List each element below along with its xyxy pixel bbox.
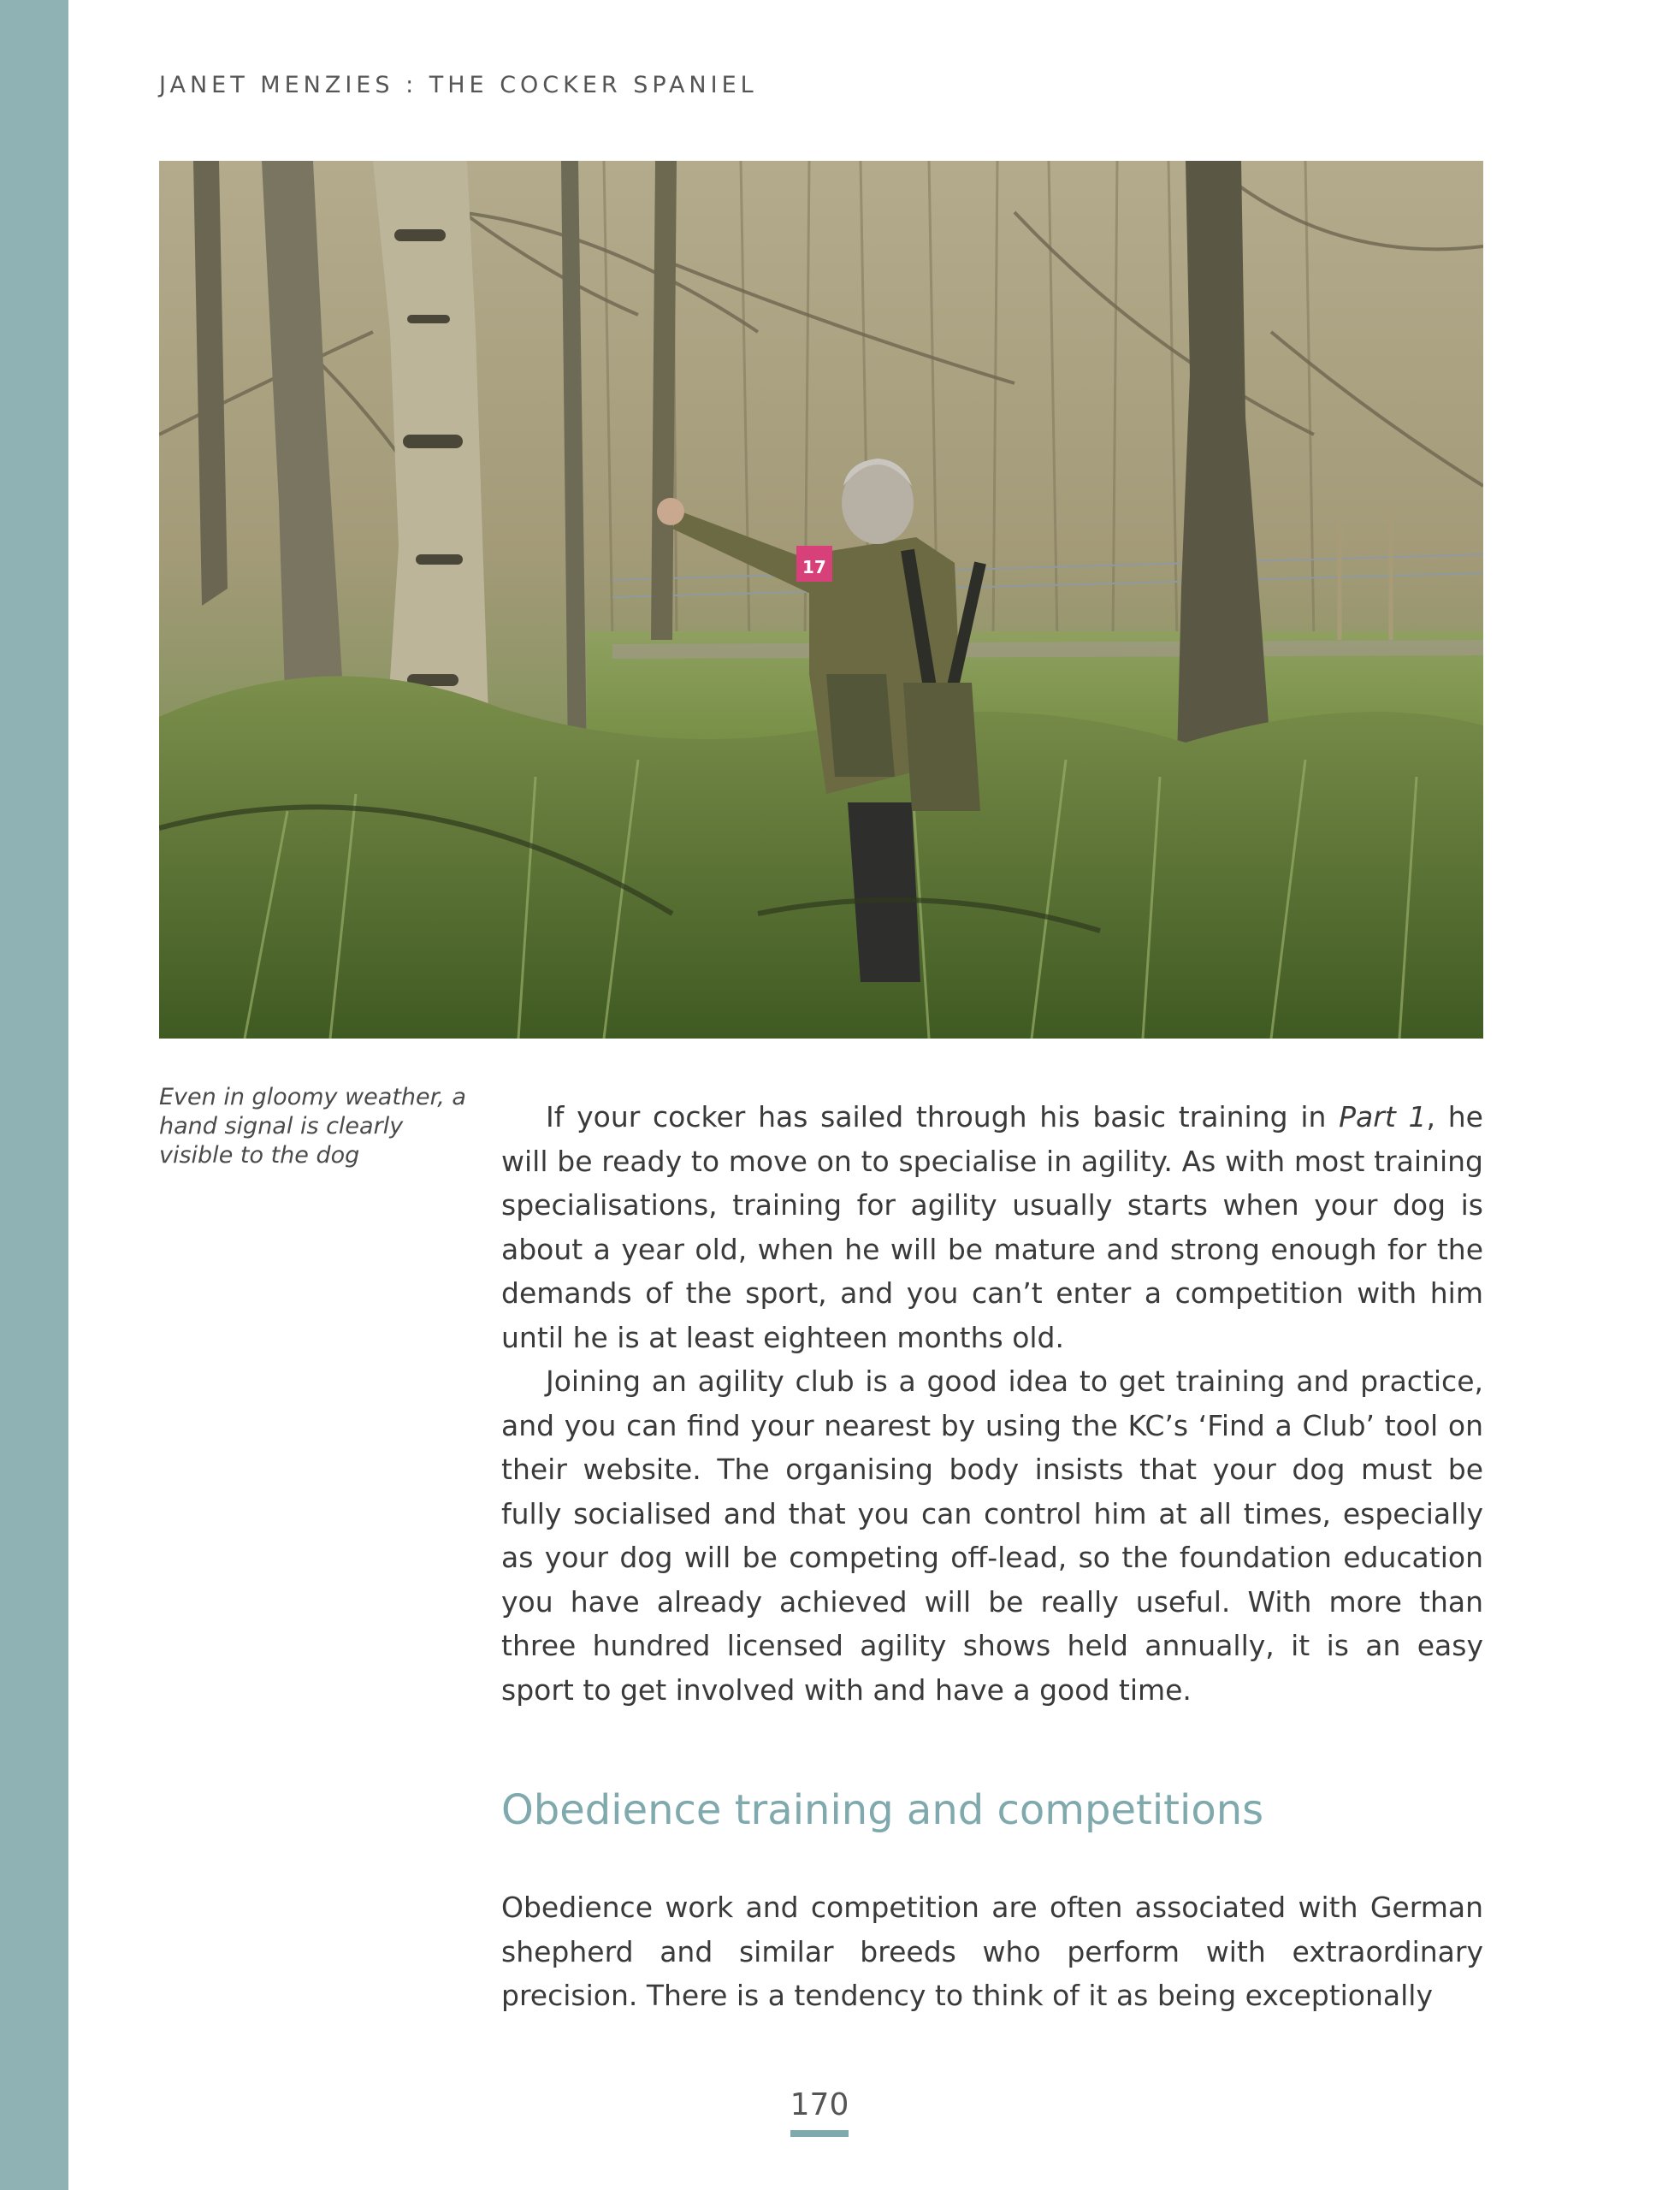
body-text-block bbox=[501, 1095, 1483, 1712]
body-text-block-2 bbox=[501, 1885, 1483, 2018]
woodland-photo bbox=[159, 161, 1483, 1039]
paragraph-1 bbox=[501, 1095, 1483, 1359]
page-number: 170 bbox=[790, 2087, 849, 2122]
running-head: JANET MENZIES : THE COCKER SPANIEL bbox=[159, 72, 758, 98]
para1-lead: If your cocker has sailed through his basic training in bbox=[546, 1100, 1340, 1133]
section-heading: Obedience training and competitions bbox=[501, 1786, 1264, 1834]
para1-rest: , he will be ready to move on to specialise in agility. As with most training specialisations, training for agility usually starts when your dog is about a year old, when he will be mature and strong enough for the demands of the sport, and you can’t enter a competition with him until he is at least eighteen months old. bbox=[501, 1100, 1483, 1354]
paragraph-2: Joining an agility club is a good idea to get training and practice, and you can find your nearest by using the KC’s ‘Find a Club’ tool on their website. The organising body insists that your dog must be fully socialised and that you can control him at all times, especially as your dog will be competing off-lead, so the foundation education you have already achieved will be really useful. With more than three hundred licensed agility shows held annually, it is an easy sport to get involved with and have a good time. bbox=[501, 1364, 1483, 1707]
paragraph-3: Obedience work and competition are often associated with German shepherd and similar breeds who perform with extraordinary precision. There is a tendency to think of it as being exceptionally bbox=[501, 1891, 1483, 2012]
side-accent-bar bbox=[0, 0, 68, 2190]
page-number-underline bbox=[790, 2130, 849, 2137]
armband-number: 17 bbox=[802, 557, 826, 577]
part-reference: Part 1 bbox=[1339, 1100, 1427, 1133]
photo-caption: Even in gloomy weather, a hand signal is clearly visible to the dog bbox=[159, 1084, 466, 1169]
